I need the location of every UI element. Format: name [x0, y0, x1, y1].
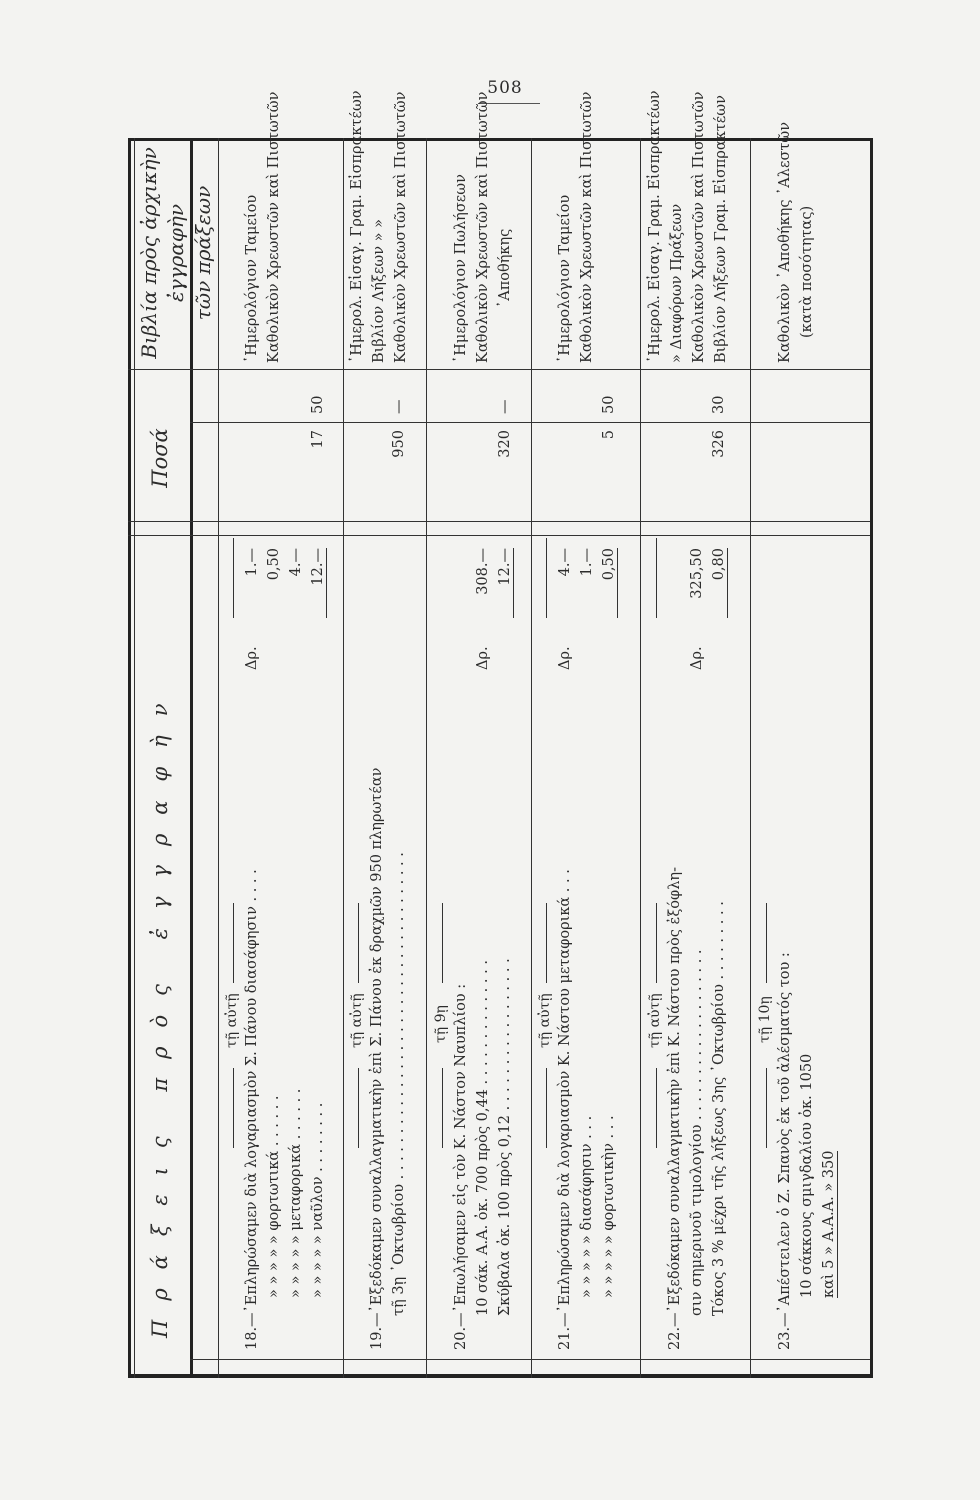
entry-text: 19.—᾿Εξεδόκαμεν συναλλαγματικὴν ἐπὶ Σ. Πάνου ἐκ δραχμῶν 950 πληρωτέαν: [369, 767, 385, 1350]
entry-value: 0,50: [602, 548, 618, 618]
entry-value: 0,50: [266, 548, 282, 581]
ditto-line: » » » » » φορτωτικὴν . . .: [601, 1115, 617, 1298]
book-line: Καθολικὸν Χρεωστῶν καὶ Πιστωτῶν: [475, 91, 491, 363]
entry-date: τῇ αὐτῇ: [647, 993, 663, 1048]
entry-amount: 5: [601, 430, 617, 440]
book-line: ῾Ημερολόγιον Ταμείου: [557, 194, 573, 363]
entry-separator: [750, 138, 751, 1378]
entry-amount: 950: [391, 430, 407, 458]
book-line: Καθολικὸν Χρεωστῶν καὶ Πιστωτῶν: [691, 91, 707, 363]
book-line: Βιβλίον Λήξεων Γραμ. Εἰσπρακτέων: [713, 95, 729, 363]
entry-cents: 50: [601, 395, 617, 414]
entry-date: τῇ 9ῃ: [433, 1005, 449, 1043]
book-line: » Διαφόρων Πράξεων: [669, 203, 685, 363]
column-divider-entries-inner: [128, 521, 870, 522]
entry-value: 4.—: [288, 548, 304, 577]
amounts-column-header: Ποσά: [148, 428, 172, 488]
currency-unit: Δρ.: [689, 646, 705, 670]
entry-date: τῇ 10ῃ: [757, 996, 773, 1043]
ditto-line: » » » » » μεταφορικά . . . . . .: [288, 1088, 304, 1298]
book-line: Βιβλίον Λήξεων » »: [371, 218, 387, 363]
entry-value: 12.—: [311, 548, 327, 618]
value-rule: [233, 538, 234, 618]
entry-text: 22.—᾿Εξεδόκαμεν συναλλαγματικὴν ἐπὶ Κ. Νάστου πρὸς ἐξόφλη-: [667, 867, 683, 1350]
entry-separator: [343, 138, 344, 1378]
book-line: ῾Ημερολ. Εἰσαγ. Γραμ. Εἰσπρακτέων: [349, 90, 365, 363]
book-line: ῾Ημερολόγιον Πωλήσεων: [453, 174, 469, 363]
entry-value: 0,80: [712, 548, 728, 618]
book-line: ῾Ημερολόγιον Ταμείου: [244, 194, 260, 363]
entry-separator: [640, 138, 641, 1378]
column-divider-entries: [128, 535, 870, 536]
entry-text: τῇ 3ῃ ᾿Οκτωβρίου . . . . . . . . . . . . . . . . . . . . . . . . . . . . . . . . . . . .: [391, 852, 407, 1316]
entry-amount: 320: [497, 430, 513, 458]
date-rule: [358, 1068, 359, 1148]
entry-value: 325,50: [689, 548, 705, 599]
entry-text: 23.—᾿Απέστειλεν ὁ Ζ. Σπανὸς ἐκ τοῦ ἀλέσματός του :: [777, 952, 793, 1350]
date-rule: [656, 1068, 657, 1148]
value-rule: [656, 538, 657, 618]
ditto-line: » » » » » διασάφησιν . . .: [579, 1115, 595, 1298]
entry-cents: —: [391, 399, 407, 414]
entry-cents: —: [497, 399, 513, 414]
ditto-line: » » » » » φορτωτικά . . . . . .: [266, 1095, 282, 1298]
book-line: Καθολικὸν Χρεωστῶν καὶ Πιστωτῶν: [579, 91, 595, 363]
table-top-rule-inner: [134, 138, 135, 1378]
entry-value: 1.—: [579, 548, 595, 577]
currency-unit: Δρ.: [475, 646, 491, 670]
date-rule: [442, 1068, 443, 1148]
cents-divider: [190, 422, 870, 423]
date-rule: [233, 1068, 234, 1148]
header-sub-rule: [218, 138, 219, 1378]
books-header-line2: τῶν πράξεων: [191, 185, 215, 321]
book-line: Καθολικὸν ᾿Αποθήκης ᾿Αλεστῶν: [777, 121, 793, 363]
date-rule: [546, 903, 547, 983]
left-margin-rule: [190, 1359, 870, 1360]
entry-text: 10 σάκκους σμιγδαλίου ὀκ. 1050: [799, 1053, 815, 1298]
date-rule: [766, 903, 767, 983]
date-rule: [656, 903, 657, 983]
entry-date: τῇ αὐτῇ: [349, 993, 365, 1048]
book-line: Καθολικὸν Χρεωστῶν καὶ Πιστωτῶν: [393, 91, 409, 363]
entry-separator: [531, 138, 532, 1378]
entry-text: 10 σάκ. Α.Α. ὀκ. 700 πρὸς 0,44 . . . . . . . . . . . . . .: [475, 960, 491, 1316]
date-rule: [233, 903, 234, 983]
books-header-line1: Βιβλία πρὸς ἀρχικὴν ἐγγραφὴν: [137, 147, 188, 359]
book-line: ῾Ημερολ. Εἰσαγ. Γραμ. Εἰσπρακτέων: [647, 90, 663, 363]
date-rule: [358, 903, 359, 983]
book-line: Καθολικὸν Χρεωστῶν καὶ Πιστωτῶν: [266, 91, 282, 363]
value-rule: [546, 538, 547, 618]
currency-unit: Δρ.: [557, 646, 573, 670]
currency-unit: Δρ.: [244, 646, 260, 670]
ledger-table: [128, 90, 873, 1378]
entry-text: καὶ 5 » Α.Α.Α. » 350: [821, 1150, 837, 1298]
entry-text: σιν σημερινοῦ τιμολογίου . . . . . . . . . . . . . . . . . . .: [689, 949, 705, 1316]
entry-value: 308.—: [475, 548, 491, 595]
entry-text: Τόκος 3 % μέχρι τῆς λήξεως 3ης ᾿Οκτωβρίου . . . . . . . . .: [711, 901, 727, 1316]
entry-value: 12.—: [498, 548, 514, 618]
entry-date: τῇ αὐτῇ: [537, 993, 553, 1048]
date-rule: [766, 1068, 767, 1148]
book-line: ᾿Αποθήκης: [497, 228, 513, 308]
ditto-line: » » » » » ναῦλον . . . . . . . .: [310, 1102, 326, 1298]
entry-separator: [426, 138, 427, 1378]
entry-text: 20.—᾿Επωλήσαμεν εἰς τὸν Κ. Νάστον Ναυπλίου :: [453, 983, 469, 1350]
entry-date: τῇ αὐτῇ: [224, 993, 240, 1048]
book-line: (κατὰ ποσότητας): [799, 205, 815, 338]
table-bottom-rule: [870, 138, 873, 1378]
entry-amount: 326: [711, 430, 727, 458]
books-column-header: [136, 138, 217, 368]
date-rule: [546, 1068, 547, 1148]
table-top-rule: [128, 138, 131, 1378]
column-divider-amounts: [128, 369, 870, 370]
entry-text: Σκύβαλα ὀκ. 100 πρὸς 0,12 . . . . . . . . . . . . . . . . .: [497, 958, 513, 1316]
entry-text: 18.—᾿Επληρώσαμεν διὰ λογαριασμὸν Σ. Πάνου διασάφησιν . . . .: [244, 869, 260, 1350]
entry-value: 4.—: [557, 548, 573, 577]
entry-amount: 17: [310, 430, 326, 449]
entry-value: 1.—: [244, 548, 260, 577]
entries-column-header: Πράξεις πρὸς ἐγγραφὴν: [148, 684, 172, 1338]
entry-cents: 30: [711, 395, 727, 414]
date-rule: [442, 903, 443, 983]
entry-cents: 50: [310, 395, 326, 414]
entry-text: 21.—᾿Επληρώσαμεν διὰ λογαριασμὸν Κ. Νάστου μεταφορικά . . .: [557, 869, 573, 1350]
page-number: 508: [487, 78, 523, 98]
